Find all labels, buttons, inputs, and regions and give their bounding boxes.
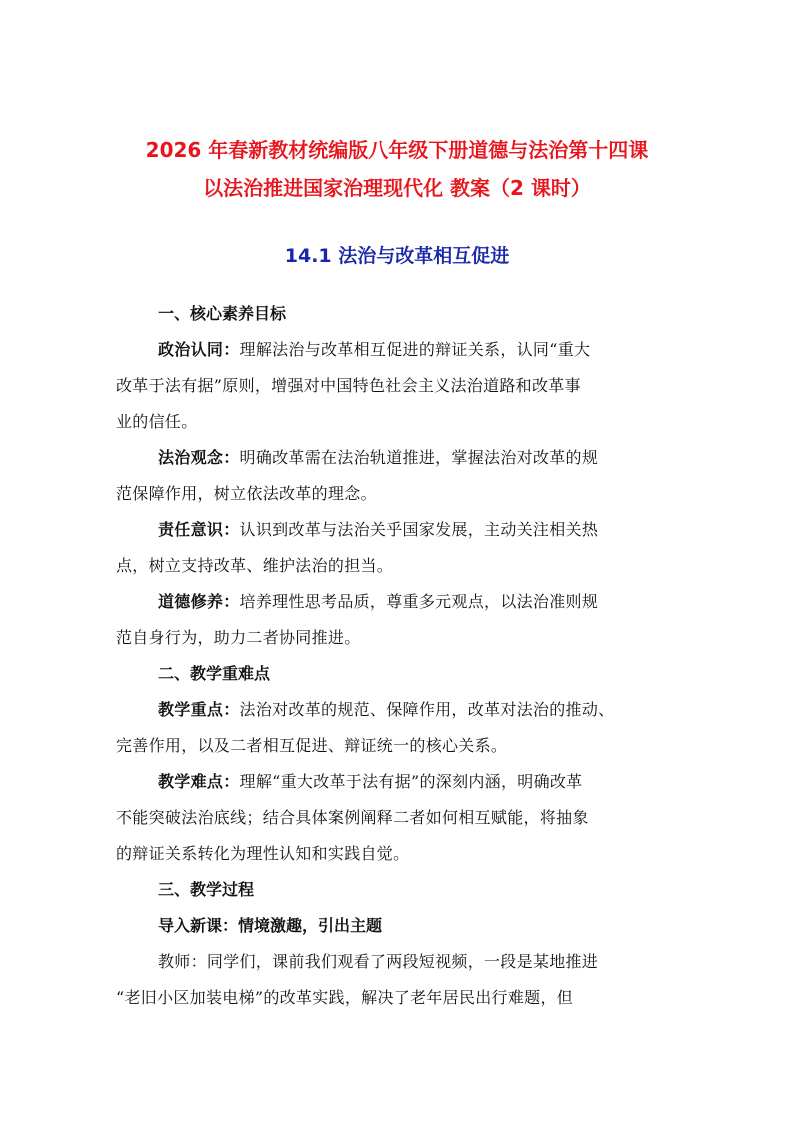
section-heading-process: 三、教学过程	[158, 880, 255, 899]
goal-rule-of-law	[116, 440, 682, 512]
paragraph-text: 范保障作用，树立依法改革的理念。	[116, 484, 377, 503]
difficult-point	[116, 764, 682, 872]
subheading-introduction: 导入新课：情境激趣，引出主题	[158, 916, 383, 935]
document-title-line-1: 2026 年春新教材统编版八年级下册道德与法治第十四课	[145, 138, 649, 162]
section-heading-goals: 一、核心素养目标	[158, 304, 287, 323]
document-title-line-2: 以法治推进国家治理现代化 教案（2 课时）	[203, 176, 591, 200]
teacher-speech	[116, 944, 682, 1016]
paragraph-text: 认识到改革与法治关乎国家发展，主动关注相关热	[239, 520, 599, 539]
paragraph-text: 理解法治与改革相互促进的辩证关系，认同“重大	[239, 340, 591, 359]
paragraph-text: “老旧小区加装电梯”的改革实践，解决了老年居民出行难题，但	[116, 988, 574, 1007]
goal-political-identity	[116, 332, 682, 440]
paragraph-lead: 道德修养：	[158, 592, 240, 611]
paragraph-lead: 法治观念：	[158, 448, 240, 467]
paragraph-text: 范自身行为，助力二者协同推进。	[116, 628, 361, 647]
paragraph-text: 不能突破法治底线；结合具体案例阐释二者如何相互赋能，将抽象	[116, 808, 589, 827]
paragraph-text: 明确改革需在法治轨道推进，掌握法治对改革的规	[239, 448, 599, 467]
paragraph-text: 点，树立支持改革、维护法治的担当。	[116, 556, 394, 575]
paragraph-text: 业的信任。	[116, 412, 198, 431]
section-heading-key-points: 二、教学重难点	[158, 664, 271, 683]
paragraph-text: 教师：同学们，课前我们观看了两段短视频，一段是某地推进	[158, 952, 599, 971]
goal-morality	[116, 584, 682, 656]
paragraph-text: 完善作用，以及二者相互促进、辩证统一的核心关系。	[116, 736, 508, 755]
document-body	[116, 296, 682, 1016]
paragraph-text: 培养理性思考品质，尊重多元观点，以法治准则规	[239, 592, 599, 611]
paragraph-lead: 教学难点：	[158, 772, 240, 791]
paragraph-lead: 责任意识：	[158, 520, 240, 539]
paragraph-lead: 政治认同：	[158, 340, 240, 359]
goal-responsibility	[116, 512, 682, 584]
paragraph-text: 改革于法有据”原则，增强对中国特色社会主义法治道路和改革事	[116, 376, 581, 395]
key-point	[116, 692, 682, 764]
paragraph-text: 理解“重大改革于法有据”的深刻内涵，明确改革	[239, 772, 583, 791]
paragraph-text: 的辩证关系转化为理性认知和实践自觉。	[116, 844, 410, 863]
lesson-subtitle: 14.1 法治与改革相互促进	[284, 245, 510, 267]
paragraph-text: 法治对改革的规范、保障作用，改革对法治的推动、	[239, 700, 615, 719]
paragraph-lead: 教学重点：	[158, 700, 240, 719]
